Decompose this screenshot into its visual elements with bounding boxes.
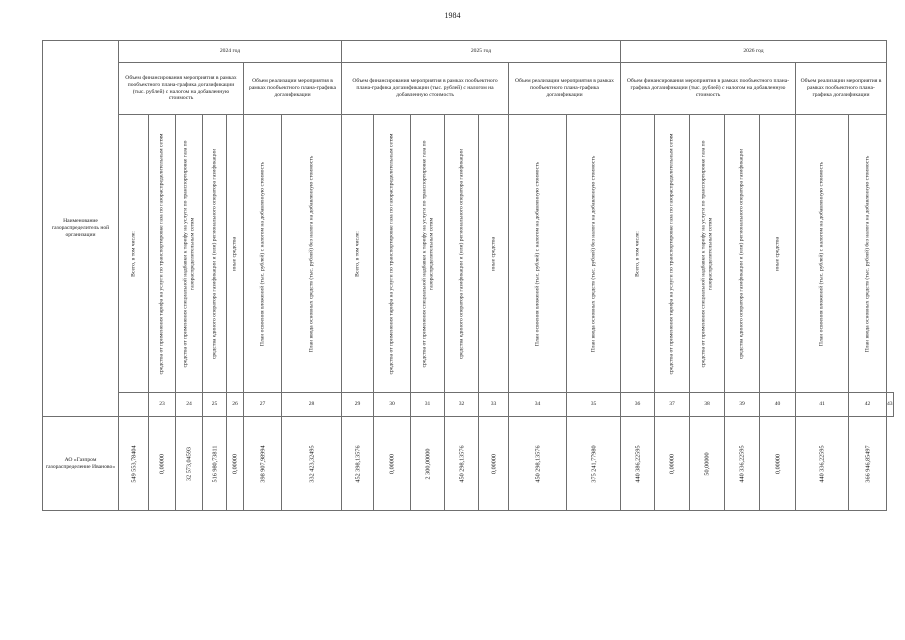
value-text: 375 241,77980 bbox=[589, 444, 597, 483]
realization-2024-header: Объем реализации мероприятия в рамках пообъектного плана-графика догазификации bbox=[244, 63, 342, 115]
value-text: 516 980,73811 bbox=[210, 445, 218, 482]
column-header bbox=[374, 115, 411, 393]
column-number: 42 bbox=[849, 393, 887, 417]
column-header bbox=[119, 115, 149, 393]
value-cell bbox=[567, 417, 621, 511]
column-header bbox=[149, 115, 176, 393]
column-header-label: иные средства bbox=[490, 236, 497, 271]
value-cell bbox=[244, 417, 282, 511]
column-header-label: Всего, в том числе: bbox=[634, 230, 641, 277]
value-text: 32 573,04593 bbox=[185, 446, 193, 481]
column-number: 37 bbox=[655, 393, 690, 417]
value-cell bbox=[411, 417, 445, 511]
column-number: 30 bbox=[374, 393, 411, 417]
value-cell bbox=[176, 417, 203, 511]
column-header-label: средства единого оператора газификации и (или) регионального оператора газификации bbox=[458, 148, 465, 359]
column-header-label: План ввода основных средств (тыс. рублей) без налога на добавленную стоимость bbox=[308, 155, 315, 352]
column-header bbox=[203, 115, 227, 393]
column-header bbox=[282, 115, 342, 393]
column-header-label: План ввода основных средств (тыс. рублей) без налога на добавленную стоимость bbox=[864, 155, 871, 352]
page-number: 1984 bbox=[444, 11, 461, 20]
column-header bbox=[445, 115, 479, 393]
column-number: 28 bbox=[282, 393, 342, 417]
value-cell bbox=[760, 417, 796, 511]
value-cell bbox=[227, 417, 244, 511]
column-header-label: средства единого оператора газификации и (или) регионального оператора газификации bbox=[738, 148, 745, 359]
column-header-label: Всего, в том числе: bbox=[130, 230, 137, 277]
value-cell bbox=[796, 417, 849, 511]
year-2025-header: 2025 год bbox=[342, 41, 621, 63]
value-text: 0,00000 bbox=[158, 453, 166, 474]
value-text: 450 298,13576 bbox=[457, 444, 465, 483]
value-text: 366 946,85497 bbox=[863, 444, 871, 483]
financing-2025-header: Объем финансирования мероприятия в рамках пообъектного плана-графика догазификации (тыс. рублей) с налогом на добавленную стоимость bbox=[342, 63, 509, 115]
value-cell bbox=[479, 417, 509, 511]
column-number: 23 bbox=[149, 393, 176, 417]
realization-2025-header: Объем реализации мероприятия в рамках пообъектного плана-графика догазификации bbox=[509, 63, 621, 115]
value-cell bbox=[725, 417, 760, 511]
column-number: 34 bbox=[509, 393, 567, 417]
column-number: 25 bbox=[203, 393, 227, 417]
column-header bbox=[479, 115, 509, 393]
column-header-label: Всего, в том числе: bbox=[354, 230, 361, 277]
value-cell bbox=[342, 417, 374, 511]
value-text: 0,00000 bbox=[231, 453, 239, 474]
financing-2024-header: Объем финансирования мероприятия в рамках пообъектного плана-графика догазификации (тыс. рублей) с налогом на добавленную стоимость bbox=[119, 63, 244, 115]
value-cell bbox=[849, 417, 887, 511]
column-header bbox=[690, 115, 725, 393]
value-cell bbox=[445, 417, 479, 511]
column-header bbox=[509, 115, 567, 393]
column-number: 40 bbox=[760, 393, 796, 417]
column-header bbox=[176, 115, 203, 393]
value-text: 452 398,13576 bbox=[353, 444, 361, 483]
value-text: 440 336,22595 bbox=[818, 444, 826, 483]
column-header-label: План ввода основных средств (тыс. рублей) без налога на добавленную стоимость bbox=[590, 155, 597, 352]
org-name-cell: АО «Газпром газораспределение Иваново» bbox=[43, 417, 119, 511]
column-number: 36 bbox=[621, 393, 655, 417]
column-number: 38 bbox=[690, 393, 725, 417]
value-text: 2 300,00000 bbox=[423, 448, 431, 479]
column-header-label: иные средства bbox=[231, 236, 238, 271]
column-header bbox=[567, 115, 621, 393]
value-text: 0,00000 bbox=[773, 453, 781, 474]
value-text: 440 336,22595 bbox=[738, 444, 746, 483]
value-cell bbox=[621, 417, 655, 511]
value-cell bbox=[203, 417, 227, 511]
value-text: 398 907,98994 bbox=[258, 444, 266, 483]
value-text: 450 298,13576 bbox=[533, 444, 541, 483]
column-header-label: средства от применения специальной надбавки к тарифу на услуги по транспортировке газа по газораспределительным сетям bbox=[420, 140, 434, 367]
column-header bbox=[411, 115, 445, 393]
column-number: 39 bbox=[725, 393, 760, 417]
column-header bbox=[342, 115, 374, 393]
column-header-label: средства от применения специальной надбавки к тарифу на услуги по транспортировке газа по газораспределительным сетям bbox=[182, 140, 195, 367]
column-header bbox=[849, 115, 887, 393]
column-header bbox=[655, 115, 690, 393]
value-cell bbox=[282, 417, 342, 511]
value-cell bbox=[374, 417, 411, 511]
value-cell bbox=[690, 417, 725, 511]
column-header-label: средства от применения тарифа на услуги по транспортировке газа по газораспределительным сетям bbox=[158, 133, 165, 374]
column-header bbox=[244, 115, 282, 393]
value-text: 549 553,78404 bbox=[129, 444, 137, 483]
value-text: 0,00000 bbox=[388, 453, 396, 474]
value-cell bbox=[655, 417, 690, 511]
column-header-label: средства от применения тарифа на услуги по транспортировке газа по газораспределительным сетям bbox=[388, 133, 395, 374]
column-number: 26 bbox=[227, 393, 244, 417]
value-text: 0,00000 bbox=[489, 453, 497, 474]
column-header-label: средства от применения специальной надбавки к тарифу на услуги по транспортировке газа по газораспределительным сетям bbox=[700, 140, 713, 367]
column-number: 31 bbox=[411, 393, 445, 417]
column-number: 43 bbox=[887, 393, 894, 417]
column-header-label: средства единого оператора газификации и (или) регионального оператора газификации bbox=[211, 148, 218, 359]
value-text: 332 423,32495 bbox=[307, 444, 315, 483]
value-text: 0,00000 bbox=[668, 453, 676, 474]
column-number: 32 bbox=[445, 393, 479, 417]
financing-2026-header: Объем финансирования мероприятия в рамках пообъектного плана-графика догазификации (тыс. рублей) с налогом на добавленную стоимость bbox=[621, 63, 796, 115]
year-2024-header: 2024 год bbox=[119, 41, 342, 63]
column-header bbox=[725, 115, 760, 393]
value-cell bbox=[149, 417, 176, 511]
realization-2026-header: Объем реализации мероприятия в рамках пообъектного плана-графика догазификации bbox=[796, 63, 887, 115]
column-header bbox=[796, 115, 849, 393]
column-number: 24 bbox=[176, 393, 203, 417]
org-column-header: Наименование газораспределитель ной организации bbox=[43, 41, 119, 417]
column-header-label: План освоения вложений (тыс. рублей) с налогом на добавленную стоимость bbox=[818, 161, 825, 346]
column-header bbox=[760, 115, 796, 393]
column-header bbox=[227, 115, 244, 393]
column-number: 35 bbox=[567, 393, 621, 417]
value-text: 50,00000 bbox=[703, 451, 711, 476]
column-number: 29 bbox=[342, 393, 374, 417]
column-number: 27 bbox=[244, 393, 282, 417]
value-text: 440 386,22595 bbox=[633, 444, 641, 483]
column-header-label: План освоения вложений (тыс. рублей) с налогом на добавленную стоимость bbox=[534, 161, 541, 346]
column-number: 33 bbox=[479, 393, 509, 417]
column-header-label: средства от применения тарифа на услуги по транспортировке газа по газораспределительным сетям bbox=[668, 133, 675, 374]
gasification-table bbox=[42, 40, 894, 511]
column-header bbox=[621, 115, 655, 393]
value-cell bbox=[509, 417, 567, 511]
value-cell bbox=[119, 417, 149, 511]
column-number-blank bbox=[119, 393, 149, 417]
column-header-label: План освоения вложений (тыс. рублей) с налогом на добавленную стоимость bbox=[259, 161, 266, 346]
column-number: 41 bbox=[796, 393, 849, 417]
column-header-label: иные средства bbox=[774, 236, 781, 271]
year-2026-header: 2026 год bbox=[621, 41, 887, 63]
